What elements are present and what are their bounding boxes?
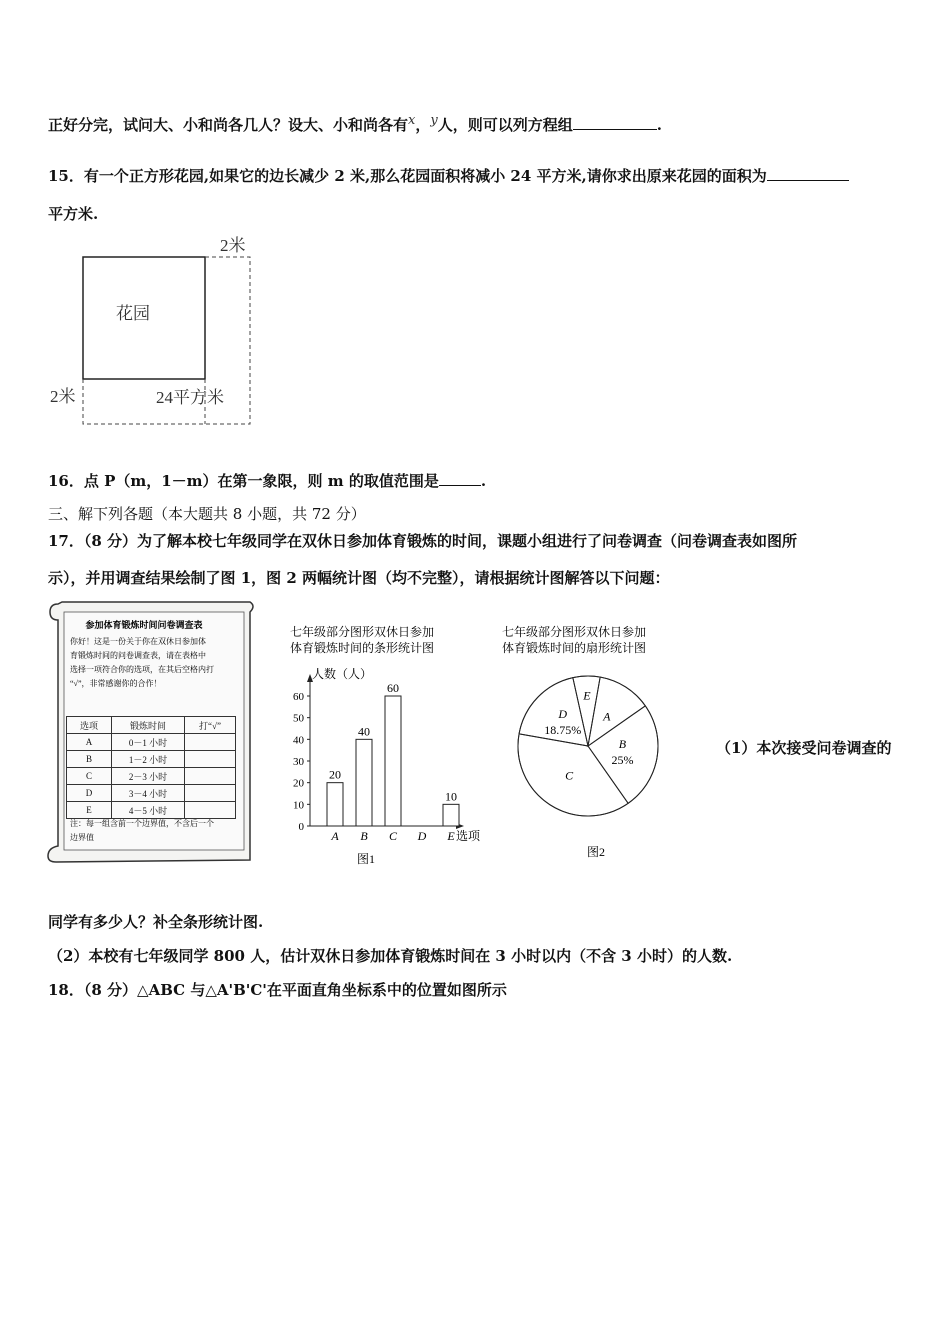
table-row	[67, 734, 236, 751]
x-tick-label: A	[331, 829, 339, 843]
table-cell: 4－5 小时	[112, 802, 185, 819]
checkbox-cell[interactable]	[185, 751, 236, 768]
bar-value-label: 60	[387, 681, 399, 695]
garden-label: 花园	[116, 304, 150, 323]
header-time: 锻炼时间	[112, 717, 185, 734]
line-top-end: .	[656, 116, 662, 134]
bar-value-label: 40	[358, 724, 370, 739]
x-tick-label: E	[447, 829, 455, 843]
pie-label-C: C	[565, 768, 574, 783]
pie-chart	[472, 620, 672, 874]
checkbox-cell[interactable]	[185, 734, 236, 751]
question-17-part-1-start: （1）本次接受问卷调查的	[716, 739, 892, 757]
table-row	[67, 785, 236, 802]
survey-note-2: 边界值	[70, 833, 94, 842]
table-cell: B	[67, 751, 112, 768]
section-3-heading: 三、解下列各题（本大题共 8 小题，共 72 分）	[48, 505, 366, 523]
bar-chart-title-2: 体育锻炼时间的条形统计图	[289, 641, 435, 655]
survey-title: 参加体育锻炼时间问卷调查表	[85, 620, 203, 630]
var-x: x	[408, 113, 416, 128]
bar-value-label: 20	[329, 767, 341, 782]
x-tick-label: C	[388, 829, 398, 843]
table-cell: 2－3 小时	[112, 768, 185, 785]
survey-note-1: 注：每一组含前一个边界值，不含后一个	[70, 819, 214, 828]
survey-intro-2: 育锻炼时间的问卷调查表，请在表格中	[70, 651, 206, 660]
table-row	[67, 768, 236, 785]
top-width-label: 2米	[220, 236, 246, 255]
survey-intro-4: “√”，非常感谢你的合作！	[70, 679, 162, 688]
header-check: 打“√”	[185, 717, 236, 734]
table-header-row	[67, 717, 236, 734]
bar-value-label: 10	[445, 789, 457, 804]
garden-figure	[44, 232, 264, 436]
left-width-label: 2米	[50, 387, 76, 406]
pie-label-E: E	[583, 688, 591, 703]
checkbox-cell[interactable]	[185, 785, 236, 802]
line-top-text: 正好分完，试问大、小和尚各几人？设大、小和尚各有	[48, 116, 409, 134]
checkbox-cell[interactable]	[185, 802, 236, 819]
question-17-line-2: 示），并用调查结果绘制了图 1，图 2 两幅统计图（均不完整），请根据统计图解答以下问题：	[48, 569, 670, 587]
question-16	[48, 470, 486, 491]
line-top	[48, 113, 662, 135]
bar-chart-caption: 图1	[356, 852, 376, 866]
y-tick-label: 60	[293, 691, 304, 703]
question-16-text: 16．点 P（m，1－m）在第一象限，则 m 的取值范围是	[48, 472, 439, 490]
checkbox-cell[interactable]	[185, 768, 236, 785]
pie-chart-caption: 图2	[586, 845, 606, 859]
area-label: 24平方米	[156, 388, 224, 407]
table-row	[67, 802, 236, 819]
table-cell: A	[67, 734, 112, 751]
table-cell: D	[67, 785, 112, 802]
question-15-text: 15．有一个正方形花园,如果它的边长减少 2 米,那么花园面积将减小 24 平方米,请你求出原来花园的面积为	[48, 167, 767, 185]
pie-label-B: B	[618, 737, 627, 752]
table-cell: 3－4 小时	[112, 785, 185, 802]
pie-label-D: D	[558, 706, 568, 721]
answer-blank	[439, 471, 481, 486]
table-cell: C	[67, 768, 112, 785]
table-row	[67, 751, 236, 768]
y-tick-label: 0	[298, 821, 304, 833]
y-tick-label: 30	[293, 756, 304, 768]
pie-label-A: A	[603, 709, 611, 724]
bar-B	[356, 739, 372, 826]
x-tick-label: D	[417, 829, 427, 843]
survey-table	[66, 716, 236, 819]
bar-chart-title-1: 七年级部分图形双休日参加	[289, 625, 435, 639]
pie-percent-D: 18.75%	[544, 722, 582, 737]
bar-E	[443, 804, 459, 826]
x-tick-label: B	[360, 829, 368, 843]
header-option: 选项	[67, 717, 112, 734]
table-cell: 0－1 小时	[112, 734, 185, 751]
survey-intro-1: 你好！这是一份关于你在双休日参加体	[70, 637, 206, 646]
answer-blank	[573, 115, 657, 130]
question-18: 18．（8 分）△ABC 与△A'B'C'在平面直角坐标系中的位置如图所示	[48, 981, 507, 999]
question-17-part-2: （2）本校有七年级同学 800 人，估计双休日参加体育锻炼时间在 3 小时以内（不含 3 小时）的人数.	[48, 947, 733, 965]
answer-blank	[767, 166, 849, 181]
line-top-text-after: 人，则可以列方程组	[437, 116, 573, 134]
bar-chart-xlabel: 选项	[456, 829, 481, 843]
bar-chart-ylabel: 人数（人）	[312, 667, 373, 681]
y-tick-label: 20	[293, 777, 304, 790]
y-tick-label: 50	[293, 712, 304, 725]
var-y: y	[430, 113, 438, 128]
pie-percent-B: 25%	[611, 753, 634, 768]
bar-C	[385, 696, 401, 826]
question-16-end: .	[480, 472, 487, 490]
y-tick-label: 40	[293, 734, 304, 747]
pie-chart-title-2: 体育锻炼时间的扇形统计图	[501, 641, 647, 655]
question-17-part-1-end: 同学有多少人？补全条形统计图.	[48, 913, 264, 931]
pie-chart-title-1: 七年级部分图形双休日参加	[501, 625, 647, 639]
question-15	[48, 165, 849, 186]
question-15-unit: 平方米.	[48, 205, 99, 223]
bar-A	[327, 783, 343, 826]
separator: ，	[415, 116, 431, 134]
bar-chart	[276, 620, 496, 874]
table-cell: 1－2 小时	[112, 751, 185, 768]
y-tick-label: 10	[293, 799, 304, 812]
question-17-line-1: 17．（8 分）为了解本校七年级同学在双休日参加体育锻炼的时间，课题小组进行了问卷调查（问卷调查表如图所	[48, 532, 798, 550]
survey-intro-3: 选择一项符合你的选项，在其后空格内打	[70, 665, 214, 674]
table-cell: E	[67, 802, 112, 819]
